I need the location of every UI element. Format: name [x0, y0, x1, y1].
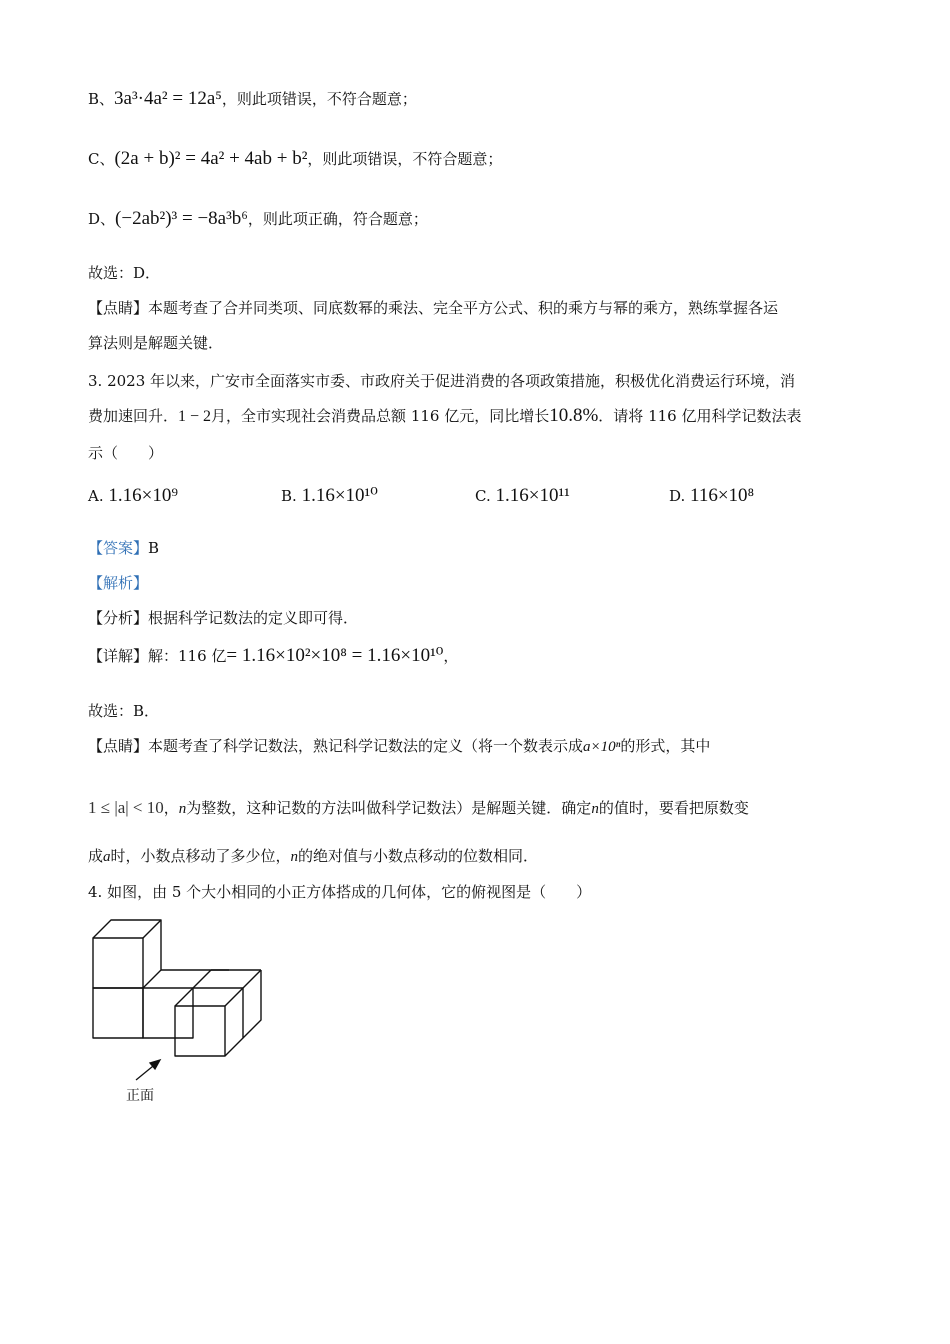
q2-comment-line2: 算法则是解题关键．	[88, 334, 224, 352]
detail-text: ，	[443, 647, 459, 665]
formula: (−2ab²)³ = −8a³b⁶	[115, 208, 248, 229]
q2-comment-line1	[88, 297, 778, 319]
q3-choose: 故选：B．	[88, 702, 160, 720]
q3-comment-line3	[88, 845, 538, 868]
stem-text: 费加速回升．	[88, 407, 179, 425]
comment-text: ，	[163, 799, 179, 817]
comment-text: 本题考查了科学记数法，熟记科学记数法的定义（将一个数表示成	[148, 737, 584, 755]
comment-text: 为整数，这种记数的方法叫做科学记数法）是解题关键．确定	[186, 799, 592, 817]
answer-value: B	[148, 539, 160, 557]
formula: 1.16×10¹¹	[495, 485, 570, 506]
q3-answer	[88, 537, 159, 559]
option-label: A.	[88, 487, 104, 505]
formula: 3a³·4a² = 12a⁵	[114, 88, 222, 109]
q3-option-b	[281, 485, 378, 507]
option-label: C.	[475, 487, 491, 505]
q3-stem-line3: 示（ ）	[88, 444, 164, 462]
formula: 1 ≤ |a| < 10	[88, 798, 164, 817]
q4-stem-line1: 4. 如图，由 5 个大小相同的小正方体搭成的几何体，它的俯视图是（ ）	[88, 883, 592, 901]
option-label: D.	[669, 487, 686, 505]
comment-text: 时，小数点移动了多少位，	[110, 847, 291, 865]
q3-detail	[88, 645, 458, 667]
detail-tag: 【详解】	[88, 647, 149, 665]
option-label: D、	[88, 210, 116, 228]
q3-analysis-tag: 【解析】	[88, 574, 149, 592]
answer-tag: 【答案】	[88, 539, 149, 557]
formula: a	[103, 849, 111, 865]
detail-text: 解：116 亿	[148, 647, 227, 665]
q3-stem-line2	[88, 405, 801, 428]
comment-tag: 【点睛】	[88, 299, 149, 317]
stem-text: ．请将 116 亿用科学记数法表	[598, 407, 802, 425]
option-comment: ，则此项错误，不符合题意；	[307, 150, 503, 168]
front-label: 正面	[126, 1088, 154, 1104]
formula: = 1.16×10²×10⁸ = 1.16×10¹⁰	[226, 645, 444, 666]
comment-text: 成	[88, 847, 104, 865]
q3-comment-line2	[88, 797, 749, 820]
comment-text: 的值时，要看把原数变	[598, 799, 749, 817]
fenxi-text: 根据科学记数法的定义即可得．	[148, 609, 359, 627]
comment-text: 本题考查了合并同类项、同底数幂的乘法、完全平方公式、积的乘方与幂的乘方，熟练掌握各运	[148, 299, 779, 317]
option-label: C、	[88, 150, 115, 168]
comment-text: 的形式，其中	[620, 737, 711, 755]
formula: 1 − 2	[178, 408, 212, 425]
q3-stem-line1: 3. 2023 年以来，广安市全面落实市委、市政府关于促进消费的各项政策措施，积极优化消费运行环境，消	[88, 372, 796, 390]
formula: 1.16×10¹⁰	[301, 485, 378, 506]
cube-figure	[88, 915, 278, 1119]
formula: n	[178, 801, 187, 817]
q2-option-d	[88, 208, 428, 230]
q2-option-c	[88, 148, 502, 170]
cube-solid-drawing	[88, 915, 278, 1115]
formula: n	[290, 849, 299, 865]
comment-text: 的绝对值与小数点移动的位数相同．	[298, 847, 539, 865]
formula: a×10ⁿ	[583, 739, 621, 755]
formula: (2a + b)² = 4a² + 4ab + b²	[114, 148, 308, 169]
q3-option-a	[88, 485, 178, 507]
option-comment: ，则此项正确，符合题意；	[247, 210, 428, 228]
stem-text: 月，全市实现社会消费品总额 116 亿元，同比增长	[211, 407, 550, 425]
option-label: B、	[88, 90, 115, 108]
q3-comment-line1	[88, 735, 710, 758]
option-label: B.	[281, 487, 297, 505]
option-comment: ，则此项错误，不符合题意；	[221, 90, 417, 108]
q2-option-b	[88, 88, 417, 110]
formula: 116×10⁸	[690, 485, 755, 506]
formula: 10.8%	[549, 405, 599, 426]
fenxi-tag: 【分析】	[88, 609, 149, 627]
front-arrow	[136, 1060, 160, 1080]
q3-option-d	[669, 485, 754, 507]
formula: n	[591, 801, 599, 817]
q3-fenxi	[88, 607, 358, 629]
q2-choose: 故选：D．	[88, 264, 161, 282]
formula: 1.16×10⁹	[108, 485, 178, 506]
comment-tag: 【点睛】	[88, 737, 149, 755]
q3-option-c	[475, 485, 570, 507]
